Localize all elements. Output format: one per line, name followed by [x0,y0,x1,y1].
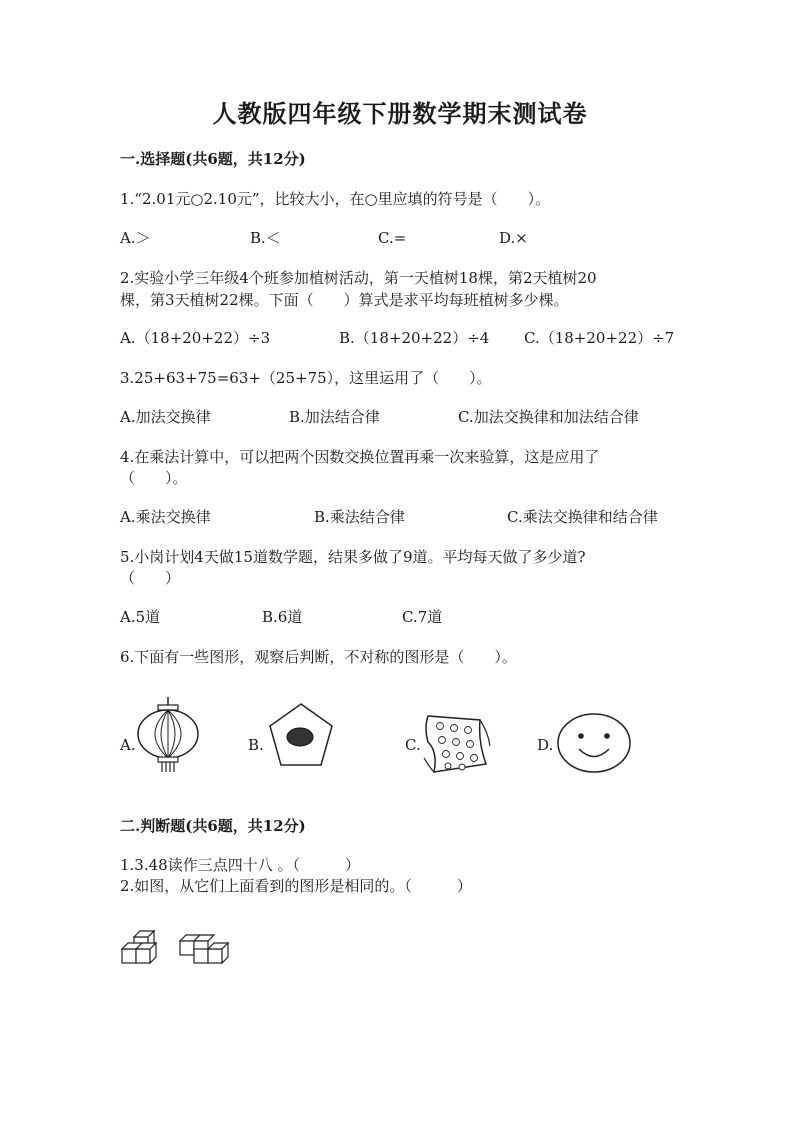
handkerchief-figure [420,712,492,774]
question-2-line-1: 2.实验小学三年级4个班参加植树活动，第一天植树18棵，第2天植树20 [120,269,597,287]
question-5-line-1: 5.小岗计划4天做15道数学题，结果多做了9道。平均每天做了多少道? [120,548,586,566]
question-4-line-2: （ ）。 [120,469,188,487]
question-1-option-d: D.× [499,229,528,247]
judgment-question-1: 1.3.48读作三点四十八 。（ ） [120,856,360,874]
question-2-option-b: B.（18+20+22）÷4 [339,329,490,347]
question-6-option-a: A. [120,736,136,754]
smiley-face-figure [556,712,632,774]
question-6-option-b: B. [248,736,264,754]
question-6-option-d: D. [537,736,554,754]
question-3-option-a: A.加法交换律 [120,408,211,426]
question-3-option-b: B.加法结合律 [289,408,380,426]
question-3-text: 3.25+63+75=63+（25+75），这里运用了（ ）。 [120,369,492,387]
question-4-option-b: B.乘法结合律 [314,508,405,526]
lantern-figure [136,697,200,773]
question-6-option-c: C. [405,736,421,754]
cube-stack-figure-left [120,927,164,967]
question-1-option-a: A.＞ [120,229,151,247]
question-6-text: 6.下面有一些图形，观察后判断，不对称的图形是（ ）。 [120,648,517,666]
question-1-text: 1.“2.01元○2.10元”，比较大小，在○里应填的符号是（ ）。 [120,190,551,208]
question-1-option-b: B.＜ [250,229,281,247]
question-5-option-a: A.5道 [120,608,161,626]
question-3-option-c: C.加法交换律和加法结合律 [458,408,639,426]
question-2-option-c: C.（18+20+22）÷7 [524,329,675,347]
question-4-option-c: C.乘法交换律和结合律 [507,508,658,526]
section-heading-choice: 一.选择题(共6题，共12分) [120,150,306,168]
pentagon-figure [268,702,334,768]
page-title: 人教版四年级下册数学期末测试卷 [212,99,588,128]
question-5-line-2: （ ） [120,569,181,587]
cube-stack-figure-right [176,931,232,967]
question-5-option-c: C.7道 [402,608,443,626]
question-4-line-1: 4.在乘法计算中，可以把两个因数交换位置再乘一次来验算，这是应用了 [120,448,600,466]
question-2-line-2: 棵，第3天植树22棵。下面（ ）算式是求平均每班植树多少棵。 [120,291,569,309]
question-4-option-a: A.乘法交换律 [120,508,211,526]
question-5-option-b: B.6道 [262,608,303,626]
section-heading-judgment: 二.判断题(共6题，共12分) [120,817,306,835]
question-1-option-c: C.= [378,229,407,247]
judgment-question-2: 2.如图，从它们上面看到的图形是相同的。（ ） [120,877,472,895]
question-2-option-a: A.（18+20+22）÷3 [120,329,271,347]
